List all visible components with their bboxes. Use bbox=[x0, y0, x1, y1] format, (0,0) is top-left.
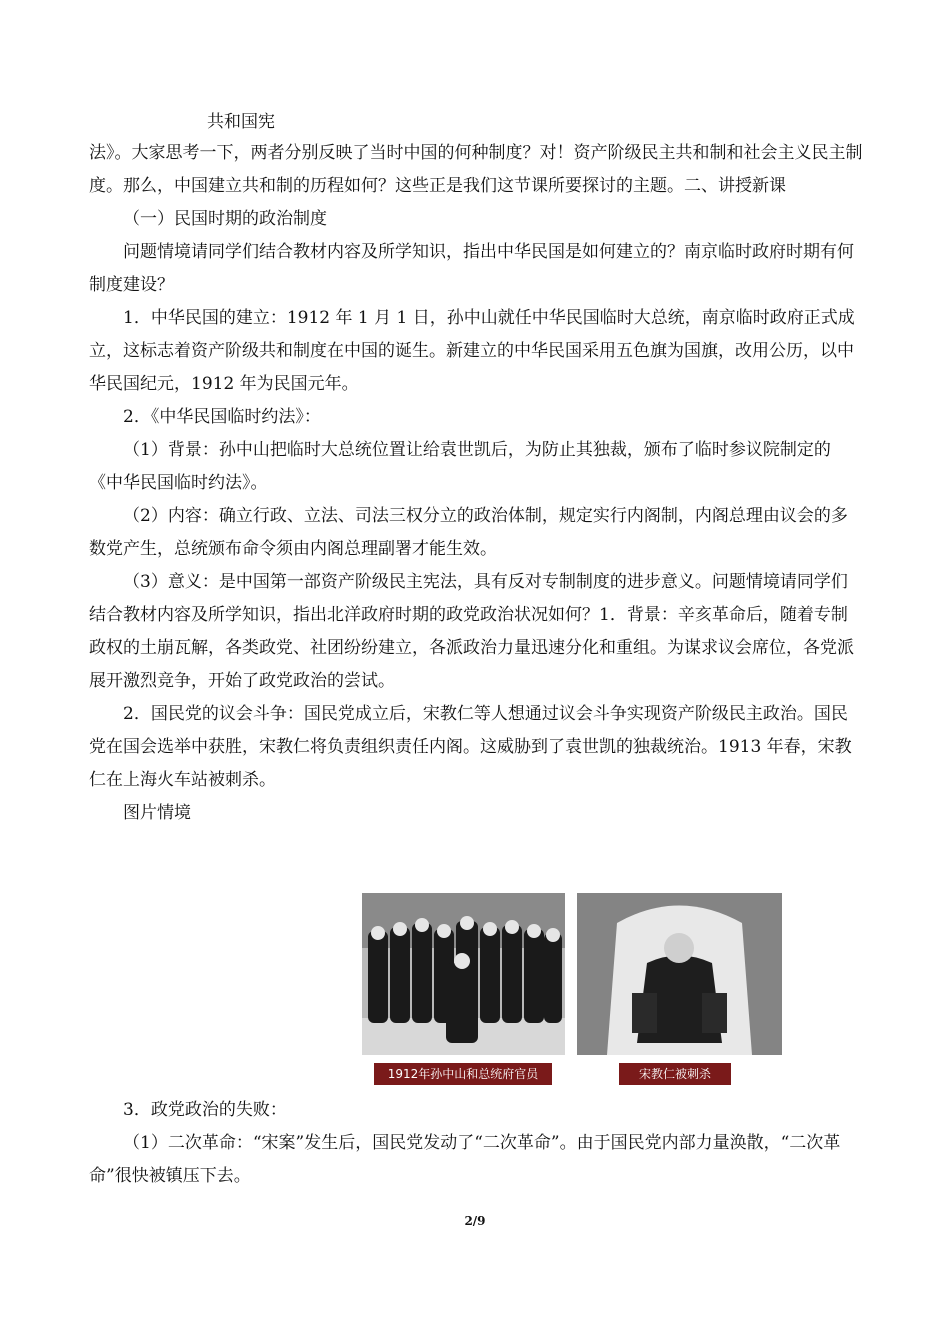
paragraph: 问题情境请同学们结合教材内容及所学知识，指出中华民国是如何建立的？南京临时政府时期有何制度建设？ bbox=[89, 242, 854, 295]
figure-caption: 宋教仁被刺杀 bbox=[619, 1063, 731, 1085]
body-text-top bbox=[89, 137, 864, 830]
paragraph: （2）内容：确立行政、立法、司法三权分立的政治体制，规定实行内阁制，内阁总理由议会的多数党产生，总统颁布命令须由内阁总理副署才能生效。 bbox=[89, 506, 848, 559]
seated-portrait-illustration bbox=[577, 893, 782, 1055]
section-heading: （一）民国时期的政治制度 bbox=[123, 209, 327, 229]
figure-caption: 1912年孙中山和总统府官员 bbox=[374, 1063, 552, 1085]
paragraph: （1）二次革命：“宋案”发生后，国民党发动了“二次革命”。由于国民党内部力量涣散，“二次革命”很快被镇压下去。 bbox=[89, 1133, 841, 1186]
paragraph: 2．国民党的议会斗争：国民党成立后，宋教仁等人想通过议会斗争实现资产阶级民主政治。国民党在国会选举中获胜，宋教仁将负责组织责任内阁。这威胁到了袁世凯的独裁统治。1913 年春，宋教仁在上海火车站被刺杀。 bbox=[89, 704, 852, 790]
seated-portrait-image bbox=[577, 893, 782, 1055]
paragraph: 1．中华民国的建立：1912 年 1 月 1 日，孙中山就任中华民国临时大总统，南京临时政府正式成立，这标志着资产阶级共和制度在中国的诞生。新建立的中华民国采用五色旗为国旗，改用公历，以中华民国纪元，1912 年为民国元年。 bbox=[89, 308, 855, 394]
page-number: 2/9 bbox=[464, 1214, 486, 1228]
group-photo-illustration bbox=[362, 893, 565, 1055]
header-fragment: 共和国宪 bbox=[207, 112, 275, 132]
paragraph: 法》。大家思考一下，两者分别反映了当时中国的何种制度？对！资产阶级民主共和制和社会主义民主制度。那么，中国建立共和制的历程如何？这些正是我们这节课所要探讨的主题。二、讲授新课 bbox=[89, 143, 863, 196]
paragraph: （1）背景：孙中山把临时大总统位置让给袁世凯后，为防止其独裁，颁布了临时参议院制定的《中华民国临时约法》。 bbox=[89, 440, 831, 493]
paragraph: 2．《中华民国临时约法》： bbox=[123, 407, 321, 427]
group-photo-image bbox=[362, 893, 565, 1055]
paragraph: （3）意义：是中国第一部资产阶级民主宪法，具有反对专制制度的进步意义。问题情境请同学们结合教材内容及所学知识，指出北洋政府时期的政党政治状况如何？1．背景：辛亥革命后，随着专制政权的土崩瓦解，各类政党、社团纷纷建立，各派政治力量迅速分化和重组。为谋求议会席位，各党派展开激烈竞争，开始了政党政治的尝试。 bbox=[89, 572, 854, 691]
figure-pair bbox=[362, 893, 782, 1089]
paragraph: 3．政党政治的失败： bbox=[123, 1100, 287, 1120]
paragraph: 图片情境 bbox=[123, 803, 191, 823]
body-text-bottom bbox=[89, 1094, 864, 1193]
